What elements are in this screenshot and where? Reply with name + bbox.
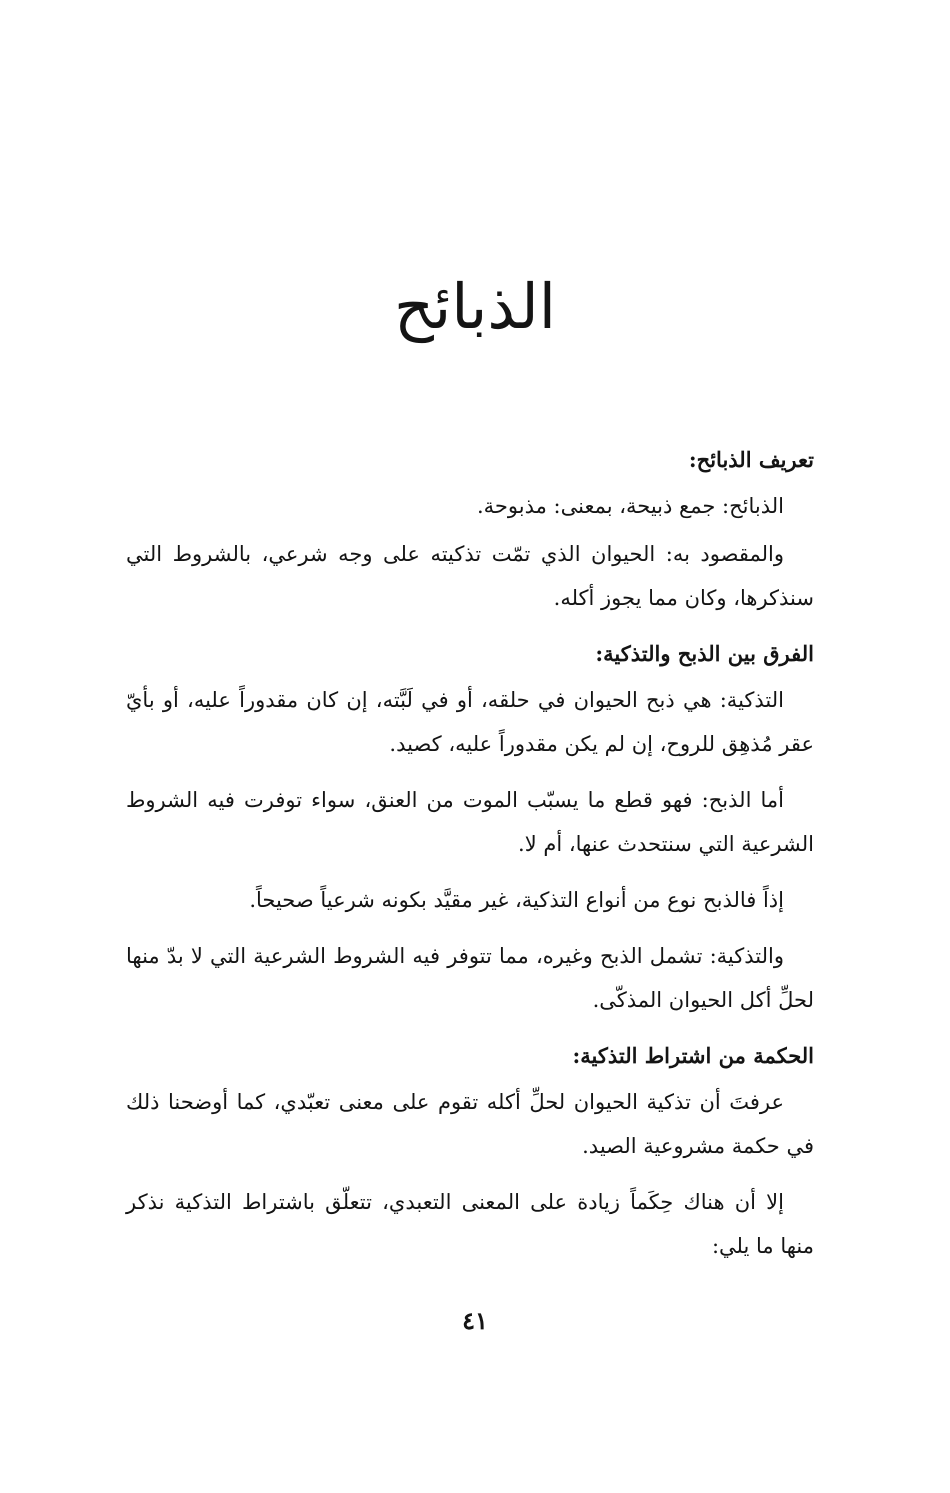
section-heading-definition: تعريف الذبائح: [688, 447, 814, 472]
page-number: ٤١ [462, 1306, 488, 1335]
chapter-title: الذبائح [393, 270, 557, 343]
paragraph-wisdom-2: إلا أن هناك حِكَماً زيادة على المعنى التعبدي، تتعلّق باشتراط التذكية نذكر منها ما يلي: [126, 1190, 814, 1258]
paragraph-difference-2: أما الذبح: فهو قطع ما يسبّب الموت من العنق، سواء توفرت فيه الشروط الشرعية التي سنتحدث عنها، أم لا. [126, 788, 814, 856]
paragraph-difference-4: والتذكية: تشمل الذبح وغيره، مما تتوفر فيه الشروط الشرعية التي لا بدّ منها لحلِّ أكل الحيوان المذكّى. [126, 944, 814, 1012]
paragraph-definition-1: الذبائح: جمع ذبيحة، بمعنى: مذبوحة. [476, 494, 784, 518]
paragraph-difference-3: إذاً فالذبح نوع من أنواع التذكية، غير مقيَّد بكونه شرعياً صحيحاً. [249, 888, 784, 912]
paragraph-difference-1: التذكية: هي ذبح الحيوان في حلقه، أو في لَبَّته، إن كان مقدوراً عليه، أو بأيّ عقر مُذهِق للروح، إن لم يكن مقدوراً عليه، كصيد. [126, 688, 814, 756]
paragraph-definition-2: والمقصود به: الحيوان الذي تمّت تذكيته على وجه شرعي، بالشروط التي سنذكرها، وكان مما يجوز أكله. [126, 542, 814, 610]
body-text [126, 438, 814, 1280]
section-heading-wisdom: الحكمة من اشتراط التذكية: [572, 1043, 814, 1068]
paragraph-wisdom-1: عرفتَ أن تذكية الحيوان لحلِّ أكله تقوم على معنى تعبّدي، كما أوضحنا ذلك في حكمة مشروعية الصيد. [126, 1090, 814, 1158]
section-heading-difference: الفرق بين الذبح والتذكية: [595, 641, 814, 666]
